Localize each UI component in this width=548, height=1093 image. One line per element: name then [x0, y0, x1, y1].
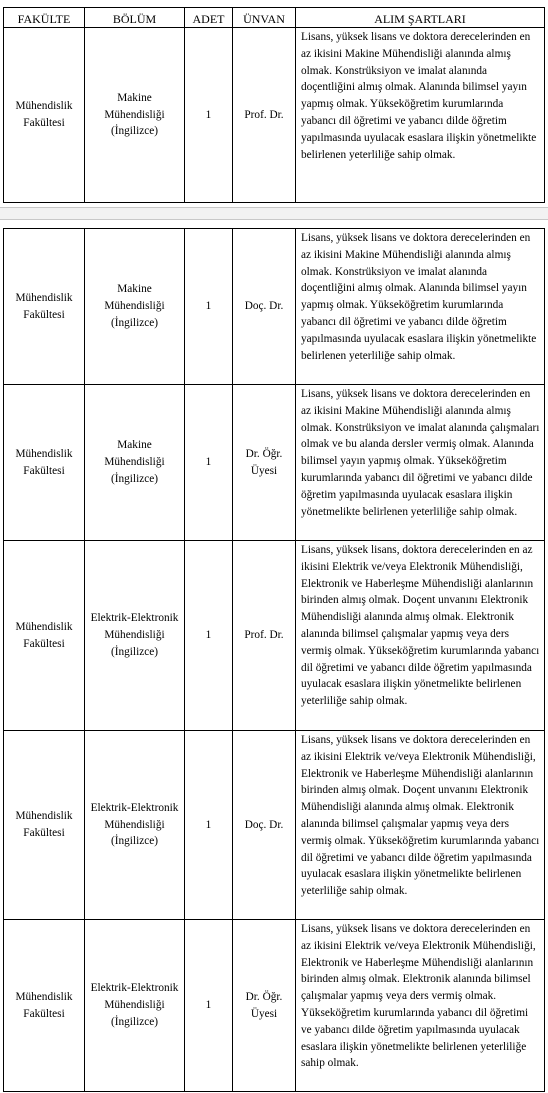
adet-cell: 1 [185, 229, 233, 385]
fakulte-cell: Mühendislik Fakültesi [4, 731, 85, 920]
requirements-cell: Lisans, yüksek lisans ve doktora derecelerinden en az ikisini Elektrik ve/veya Elektronik Mühendisliği, Elektronik ve Haberleşme Mühendisliği alanlarının birinden almış olmak. Doçent unvanını Elektronik Mühendisliği alanında almış olmak. Elektronik alanında bilimsel çalışmalar yapmış veya ders vermiş olmak. Yükseköğretim kurumlarında yabancı dil öğretimi ve yabancı dilde öğretim yapılmasında uyulacak esaslara ilişkin yönetmelikte belirlenen yeterliliğe sahip olmak. [296, 731, 545, 920]
table-row [4, 541, 545, 731]
table-row [4, 920, 545, 1092]
unvan-cell: Doç. Dr. [233, 229, 296, 385]
fakulte-cell: Mühendislik Fakültesi [4, 385, 85, 541]
bolum-cell: Makine Mühendisliği (İngilizce) [85, 28, 185, 203]
requirements-cell: Lisans, yüksek lisans ve doktora derecelerinden en az ikisini Makine Mühendisliği alanında almış olmak. Konstrüksiyon ve imalat alanında doçentliğini almış olmak. Alanında bilimsel yayın yapmış olmak. Yükseköğretim kurumlarında yabancı dil öğretimi ve yabancı dilde öğretim yapılmasında uyulacak esaslara ilişkin yönetmelikte belirlenen yeterliliğe sahip olmak. [296, 229, 545, 385]
bolum-cell: Makine Mühendisliği (İngilizce) [85, 385, 185, 541]
table-row [4, 28, 545, 203]
table-row [4, 229, 545, 385]
fakulte-cell: Mühendislik Fakültesi [4, 229, 85, 385]
requirements-cell: Lisans, yüksek lisans, doktora derecelerinden en az ikisini Elektrik ve/veya Elektronik Mühendisliği, Elektronik ve Haberleşme Mühendisliği alanlarının birinden almış olmak. Doçent unvanını Elektronik Mühendisliği alanında almış olmak. Elektronik alanında bilimsel çalışmalar yapmış veya ders vermiş olmak. Yükseköğretim kurumlarında yabancı dil öğretimi ve yabancı dilde öğretim yapılmasında uyulacak esaslara ilişkin yönetmelikte belirlenen yeterliliğe sahip olmak. [296, 541, 545, 731]
header-alim-sartlari: ALIM ŞARTLARI [296, 8, 545, 28]
header-fakulte: FAKÜLTE [4, 8, 85, 28]
adet-cell: 1 [185, 920, 233, 1092]
adet-cell: 1 [185, 731, 233, 920]
bolum-cell: Elektrik-Elektronik Mühendisliği (İngilizce) [85, 731, 185, 920]
header-row [4, 8, 545, 28]
adet-cell: 1 [185, 541, 233, 731]
page-break-divider [0, 207, 548, 220]
fakulte-cell: Mühendislik Fakültesi [4, 541, 85, 731]
requirements-cell: Lisans, yüksek lisans ve doktora derecelerinden en az ikisini Elektrik ve/veya Elektronik Mühendisliği, Elektronik ve Haberleşme Mühendisliği alanlarının birinden almış olmak. Elektronik alanında bilimsel çalışmalar yapmış veya ders vermiş olmak. Yükseköğretim kurumlarında yabancı dil öğretimi ve yabancı dilde öğretim yapılmasında uyulacak esaslara ilişkin yönetmelikte belirlenen yeterliliğe sahip olmak. [296, 920, 545, 1092]
requirements-cell: Lisans, yüksek lisans ve doktora derecelerinden en az ikisini Makine Mühendisliği alanında almış olmak. Konstrüksiyon ve imalat alanında doçentliğini almış olmak. Alanında bilimsel yayın yapmış olmak. Yükseköğretim kurumlarında yabancı dil öğretimi ve yabancı dilde öğretim yapılmasında uyulacak esaslara ilişkin yönetmelikte belirlenen yeterliliğe sahip olmak. [296, 28, 545, 203]
adet-cell: 1 [185, 385, 233, 541]
positions-table-page-1 [3, 7, 545, 203]
unvan-cell: Prof. Dr. [233, 28, 296, 203]
unvan-cell: Dr. Öğr. Üyesi [233, 920, 296, 1092]
bolum-cell: Elektrik-Elektronik Mühendisliği (İngilizce) [85, 541, 185, 731]
unvan-cell: Dr. Öğr. Üyesi [233, 385, 296, 541]
fakulte-cell: Mühendislik Fakültesi [4, 920, 85, 1092]
table-row [4, 385, 545, 541]
adet-cell: 1 [185, 28, 233, 203]
bolum-cell: Elektrik-Elektronik Mühendisliği (İngilizce) [85, 920, 185, 1092]
fakulte-cell: Mühendislik Fakültesi [4, 28, 85, 203]
requirements-cell: Lisans, yüksek lisans ve doktora derecelerinden en az ikisini Makine Mühendisliği alanında almış olmak. Konstrüksiyon ve imalat alanında çalışmaları olmak ve bu alanda dersler vermiş olmak. Alanında bilimsel yayın yapmış olmak. Yükseköğretim kurumlarında yabancı dil öğretimi ve yabancı dilde öğretim yapılmasında uyulacak esaslara ilişkin yönetmelikte belirlenen yeterliliğe sahip olmak. [296, 385, 545, 541]
header-bolum: BÖLÜM [85, 8, 185, 28]
unvan-cell: Doç. Dr. [233, 731, 296, 920]
header-unvan: ÜNVAN [233, 8, 296, 28]
table-row [4, 731, 545, 920]
positions-table-page-2 [3, 228, 545, 1092]
header-adet: ADET [185, 8, 233, 28]
unvan-cell: Prof. Dr. [233, 541, 296, 731]
bolum-cell: Makine Mühendisliği (İngilizce) [85, 229, 185, 385]
